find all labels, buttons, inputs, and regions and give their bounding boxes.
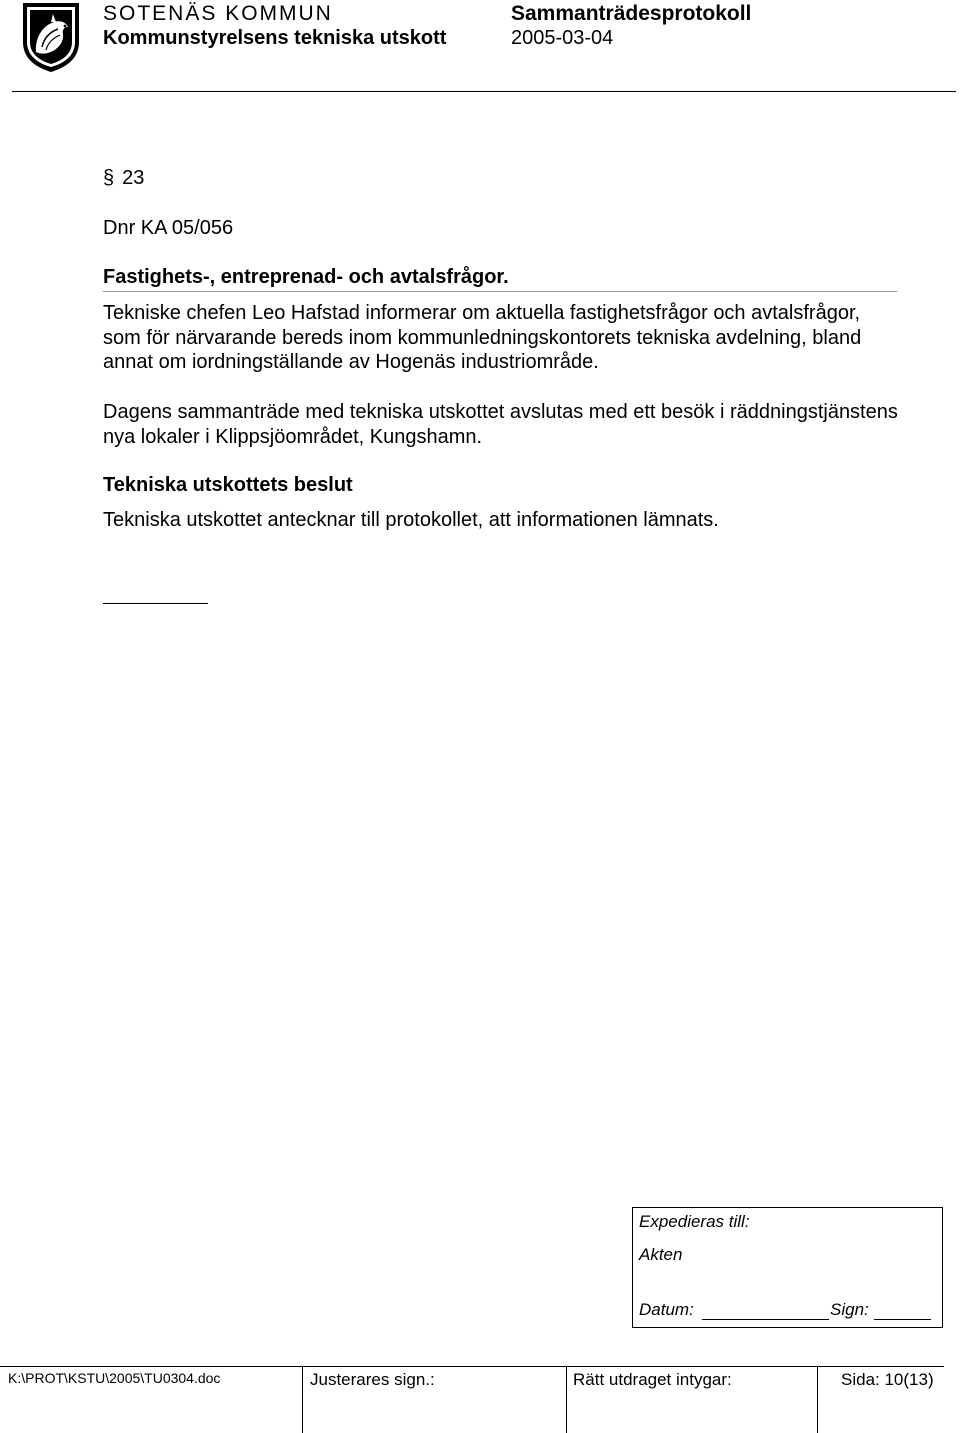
section-end-line — [103, 603, 208, 604]
dispatch-box — [632, 1207, 943, 1328]
section-number-value: 23 — [122, 167, 145, 189]
dispatch-sign-line — [874, 1319, 931, 1320]
meeting-date: 2005-03-04 — [511, 27, 614, 49]
decision-text: Tekniska utskottet antecknar till protokollet, att informationen lämnats. — [103, 509, 719, 531]
document-type: Sammanträdesprotokoll — [511, 2, 752, 25]
paragraph-symbol: § — [103, 167, 115, 189]
footer-column-divider — [302, 1366, 303, 1433]
section-number — [103, 167, 144, 190]
body-paragraph-2: Dagens sammanträde med tekniska utskottet avslutas med ett besök i räddningstjänstens nya lokaler i Klippsjöområdet, Kungshamn. — [103, 401, 898, 448]
footer-page-number: Sida: 10(13) — [841, 1370, 934, 1389]
footer-utdraget-label: Rätt utdraget intygar: — [573, 1370, 732, 1389]
dispatch-sign-label: Sign: — [830, 1300, 869, 1319]
decision-heading: Tekniska utskottets beslut — [103, 474, 353, 496]
committee-name: Kommunstyrelsens tekniska utskott — [103, 27, 447, 49]
dispatch-date-label: Datum: — [639, 1300, 694, 1319]
footer-column-divider — [566, 1366, 567, 1433]
header-divider — [12, 91, 956, 92]
organization-name: SOTENÄS KOMMUN — [103, 2, 333, 25]
dispatch-date-line — [702, 1319, 829, 1320]
municipality-coat-of-arms-logo — [20, 0, 82, 74]
subject-divider — [103, 291, 897, 292]
body-paragraph-1: Tekniske chefen Leo Hafstad informerar om aktuella fastighetsfrågor och avtalsfrågor, som för närvarande bereds inom kommunledningskontorets tekniska avdelning, bland annat om iordningställande av Hogenäs industriområde. — [103, 302, 862, 373]
dispatch-title: Expedieras till: — [639, 1212, 750, 1231]
footer-divider — [0, 1366, 944, 1367]
footer-file-path: K:\PROT\KSTU\2005\TU0304.doc — [8, 1370, 221, 1386]
footer-column-divider — [817, 1366, 818, 1433]
dispatch-recipient: Akten — [639, 1245, 683, 1264]
footer-justerares-label: Justerares sign.: — [310, 1370, 435, 1389]
section-subject: Fastighets-, entreprenad- och avtalsfrågor. — [103, 266, 509, 288]
diary-number: Dnr KA 05/056 — [103, 217, 234, 239]
